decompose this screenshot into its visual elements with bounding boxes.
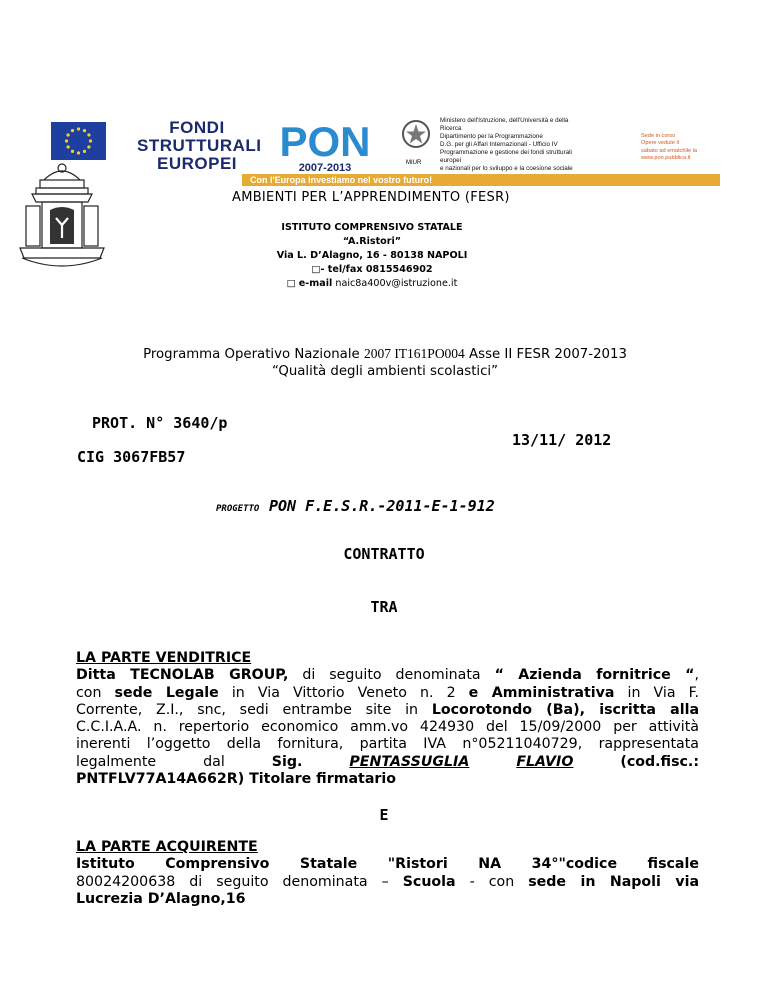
acquirente-section	[76, 839, 699, 908]
acquirente-line-2	[76, 874, 699, 891]
progetto-label: PROGETTO	[216, 504, 260, 514]
acquirente-text-2c: - con	[455, 873, 529, 890]
school-info	[230, 221, 514, 291]
phone-icon: □	[311, 264, 321, 275]
pon-word: PON	[279, 118, 371, 165]
venditrice-comma: ,	[694, 667, 700, 684]
dal: dal	[203, 753, 225, 770]
venditrice-line-1	[76, 667, 699, 684]
venditrice-line-7: PNTFLV77A14A662R) Titolare firmatario	[76, 771, 397, 788]
eu-stars-icon	[51, 122, 106, 160]
progetto-code: PON F.E.S.R.-2011-E-1-912	[269, 497, 495, 515]
word-istituto: Istituto	[76, 856, 135, 873]
slogan-bar: Con l'Europa investiamo nel vostro futuro!	[242, 174, 720, 186]
venditrice-text-1: di seguito denominata	[288, 667, 495, 684]
contratto-title: CONTRATTO	[343, 545, 425, 563]
ministero-line-3: D.G. per gli Affari Internazionali - Ufficio IV	[440, 141, 558, 148]
word-comprensivo: Comprensivo	[165, 856, 270, 873]
ministero-line-5: e nazionali per lo sviluppo e la coesione sociale	[440, 165, 573, 172]
ditta-name: Ditta TECNOLAB GROUP,	[76, 667, 289, 684]
scuola: Scuola	[402, 873, 456, 890]
email-icon: □	[286, 278, 299, 289]
programma-line-2: “Qualità degli ambienti scolastici”	[271, 364, 499, 379]
red-note-line-2: Opere vedute il	[641, 140, 679, 147]
cig-code: CIG 3067FB57	[77, 448, 186, 466]
word-statale: Statale	[299, 856, 358, 873]
fondi-strutturali-logo	[137, 118, 262, 173]
first-name: FLAVIO	[516, 753, 574, 770]
venditrice-line-5: inerenti l’oggetto della fornitura, partita IVA n°05211040729, rappresentata	[76, 736, 699, 753]
acquirente-line-1	[76, 856, 699, 873]
pon-logo	[270, 118, 380, 173]
ministero-text	[440, 117, 590, 173]
acquirente-heading: LA PARTE ACQUIRENTE	[76, 839, 258, 855]
programma-code: 2007 IT161PO004	[363, 346, 465, 361]
progetto-line	[216, 496, 495, 515]
amministrativa: e Amministrativa	[468, 684, 615, 701]
venditrice-heading: LA PARTE VENDITRICE	[76, 650, 252, 666]
ambienti-title: AMBIENTI PER L’APPRENDIMENTO (FESR)	[232, 190, 510, 205]
cod-fisc-label: (cod.fisc.:	[620, 753, 699, 770]
protocol-number: PROT. N° 3640/p	[92, 414, 228, 432]
word-na: NA	[478, 856, 502, 873]
ministero-line-4: Programmazione e gestione dei fondi strutturali europei	[440, 149, 572, 164]
sede-napoli: sede in Napoli via	[528, 873, 700, 890]
venditrice-section	[76, 650, 699, 788]
venditrice-text-2a: con	[76, 684, 115, 701]
iscritta-alla: iscritta alla	[585, 701, 700, 718]
pon-years: 2007-2013	[298, 162, 352, 173]
venditrice-text-2c: in Via Vittorio Veneto n. 2	[218, 684, 469, 701]
fondi-line-1: FONDI	[169, 118, 225, 137]
red-note	[641, 133, 726, 163]
programma-line-1	[115, 346, 655, 362]
italian-republic-emblem	[400, 118, 432, 152]
programma-name: Programma Operativo Nazionale	[143, 347, 360, 362]
tra-title: TRA	[370, 598, 398, 616]
email-value: naic8a400v@istruzione.it	[335, 278, 458, 289]
fondi-line-2: STRUTTURALI	[137, 136, 262, 155]
acquirente-line-3: Lucrezia D’Alagno,16	[76, 890, 246, 907]
venditrice-line-2	[76, 685, 699, 702]
ministero-line-1: Ministero dell'Istruzione, dell'Università e della Ricerca	[440, 117, 569, 132]
acquirente-text-2a: 80024200638 di seguito denominata –	[76, 873, 403, 890]
sede-legale: sede Legale	[114, 684, 219, 701]
school-title: “A.Ristori”	[342, 236, 402, 247]
school-crest	[14, 158, 110, 278]
legalmente: legalmente	[76, 753, 157, 770]
sig: Sig.	[271, 753, 303, 770]
document-date: 13/11/ 2012	[512, 431, 612, 449]
red-note-line-3: sabato ad ematchile la	[641, 147, 697, 154]
red-note-line-4: www.pon.pubblica.it	[641, 155, 691, 162]
word-ristori: "Ristori	[387, 856, 448, 873]
school-name: ISTITUTO COMPRENSIVO STATALE	[281, 222, 463, 233]
venditrice-line-3	[76, 702, 699, 719]
azienda-fornitrice: “ Azienda fornitrice “	[494, 667, 695, 684]
word-codice: 34°"codice	[531, 856, 618, 873]
eu-flag-logo	[51, 122, 106, 160]
surname: PENTASSUGLIA	[349, 753, 470, 770]
venditrice-text-3a: Corrente, Z.I., snc, sedi entrambe site in	[76, 701, 432, 718]
red-note-line-1: Sede in corso	[641, 133, 676, 139]
venditrice-text-2e: in Via F.	[614, 684, 700, 701]
miur-label: MIUR	[406, 160, 422, 166]
email-label: e-mail	[298, 278, 333, 289]
locorotondo: Locorotondo (Ba),	[431, 701, 585, 718]
ministero-line-2: Dipartimento per la Programmazione	[440, 133, 543, 140]
school-phone: - tel/fax 0815546902	[320, 264, 433, 275]
programma-asse: Asse II FESR 2007-2013	[469, 347, 627, 362]
school-address: Via L. D’Alagno, 16 - 80138 NAPOLI	[276, 250, 468, 261]
word-fiscale: fiscale	[647, 856, 699, 873]
venditrice-line-6	[76, 754, 699, 771]
e-title: E	[379, 806, 389, 824]
venditrice-line-4: C.C.I.A.A. n. repertorio economico amm.vo 424930 del 15/09/2000 per attività	[76, 719, 699, 736]
crest-monument-icon	[14, 158, 110, 278]
fondi-line-3: EUROPEI	[156, 154, 238, 173]
pon-logo-graphic	[270, 118, 380, 173]
emblem-star-icon	[400, 118, 432, 152]
